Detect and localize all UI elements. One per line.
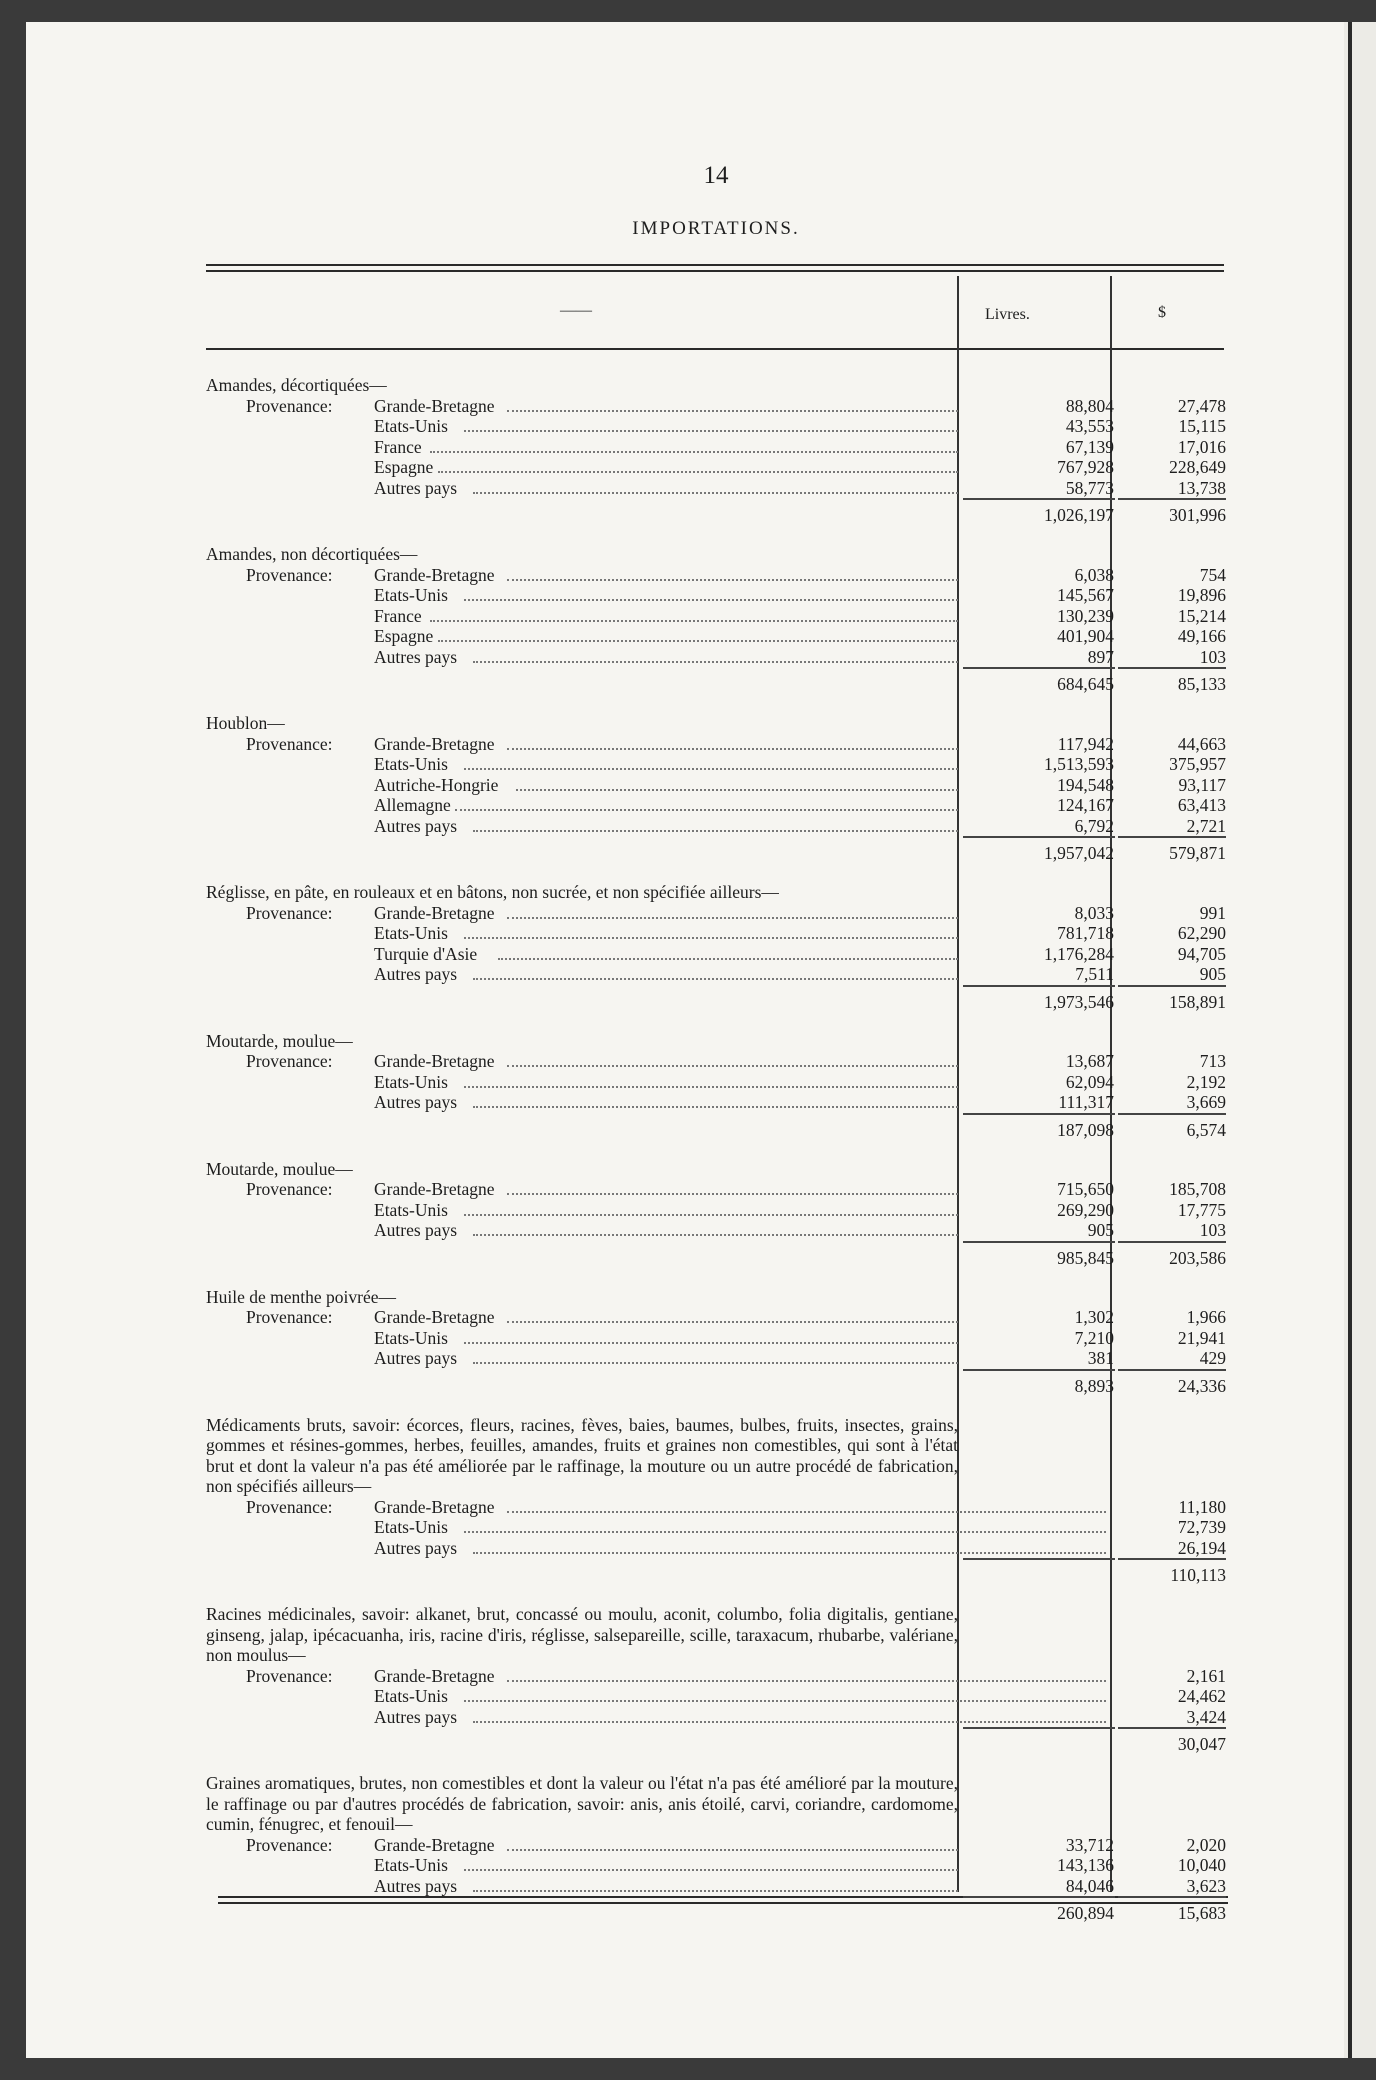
value-dollars: 1,966 — [1186, 1307, 1226, 1327]
total-livres: 8,893 — [1074, 1375, 1114, 1396]
country-name: Autriche-Hongrie — [374, 774, 499, 795]
value-dollars: 21,941 — [1177, 1327, 1226, 1348]
table-row — [206, 1538, 1226, 1559]
total-livres: 684,645 — [1057, 674, 1114, 694]
table-row — [206, 1200, 1226, 1221]
leader-dots — [430, 620, 958, 622]
table-row — [206, 1497, 1226, 1518]
table-row — [206, 478, 1226, 499]
total-dollars: 24,336 — [1177, 1375, 1226, 1396]
country-name: Allemagne — [374, 795, 451, 815]
value-dollars: 13,738 — [1177, 477, 1226, 498]
provenance-label: Provenance: — [246, 395, 333, 416]
section-title — [206, 713, 1226, 734]
value-livres: 1,513,593 — [1044, 754, 1114, 774]
table-row — [206, 964, 1226, 985]
value-dollars: 15,115 — [1178, 416, 1226, 436]
country-name: Autres pays — [374, 1220, 458, 1240]
value-dollars: 2,161 — [1186, 1665, 1226, 1686]
value-dollars: 10,040 — [1177, 1855, 1226, 1875]
value-livres: 88,804 — [1065, 395, 1114, 416]
leader-dots — [507, 917, 958, 919]
table-row — [206, 1092, 1226, 1113]
section-gap — [206, 1403, 1226, 1415]
country-name: France — [374, 605, 422, 626]
section-total — [206, 1558, 1226, 1592]
value-livres: 381 — [1087, 1348, 1114, 1368]
country-name: Grande-Bretagne — [374, 1665, 495, 1686]
table-row — [206, 775, 1226, 796]
value-livres: 1,302 — [1074, 1307, 1114, 1327]
provenance-label: Provenance: — [246, 564, 333, 585]
leader-dots — [464, 1869, 958, 1871]
section-description: Graines aromatiques, brutes, non comestibles et dont la valeur ou l'état n'a pas été amélioré par la mouture, le raffinage ou par d'autres procédés de fabrication, savoir: anis, anis étoilé, carvi, coriandre, cardomome, cumin, fénugrec, et fenouil— — [206, 1773, 958, 1834]
value-dollars: 185,708 — [1169, 1179, 1226, 1199]
value-dollars: 228,649 — [1169, 457, 1226, 477]
value-livres: 269,290 — [1057, 1199, 1114, 1220]
value-livres: 897 — [1087, 646, 1114, 667]
total-dollars: 30,047 — [1177, 1734, 1226, 1754]
page-number: 14 — [703, 162, 729, 189]
total-dollars: 110,113 — [1170, 1565, 1226, 1585]
provenance-label: Provenance: — [246, 1496, 333, 1517]
section-title-text: Amandes, décortiquées— — [206, 375, 387, 395]
value-dollars: 103 — [1199, 646, 1226, 667]
section-title — [206, 544, 1226, 565]
value-livres: 7,210 — [1074, 1327, 1114, 1348]
section-total — [206, 985, 1226, 1019]
leader-dots — [516, 789, 958, 791]
total-dollars: 85,133 — [1177, 674, 1226, 694]
country-name: Autres pays — [374, 1348, 458, 1368]
leader-dots — [473, 1362, 958, 1364]
table-row — [206, 816, 1226, 837]
section-title — [206, 375, 1226, 396]
table-row — [206, 1220, 1226, 1241]
country-name: Autres pays — [374, 477, 458, 498]
value-dollars: 713 — [1199, 1051, 1226, 1071]
country-name: Etats-Unis — [374, 1071, 448, 1092]
total-dollars: 158,891 — [1169, 991, 1226, 1012]
table-row — [206, 1328, 1226, 1349]
country-name: Etats-Unis — [374, 1199, 448, 1220]
total-livres: 187,098 — [1057, 1119, 1114, 1140]
country-name: Etats-Unis — [374, 416, 448, 436]
value-dollars: 27,478 — [1177, 395, 1226, 416]
provenance-label: Provenance: — [246, 1834, 333, 1855]
leader-dots — [473, 1890, 958, 1892]
section-gap — [206, 870, 1226, 882]
section-title-text: Huile de menthe poivrée— — [206, 1286, 397, 1307]
provenance-label: Provenance: — [246, 733, 333, 754]
leader-dots — [473, 1234, 958, 1236]
leader-dots — [464, 1342, 958, 1344]
table-row — [206, 734, 1226, 755]
value-dollars: 72,739 — [1177, 1517, 1226, 1537]
total-dollars: 15,683 — [1177, 1903, 1226, 1923]
value-dollars: 905 — [1199, 964, 1226, 984]
value-livres: 715,650 — [1057, 1179, 1114, 1199]
value-dollars: 991 — [1199, 902, 1226, 923]
section-total — [206, 836, 1226, 870]
table-row — [206, 585, 1226, 606]
country-name: Etats-Unis — [374, 923, 448, 943]
section-gap — [206, 1592, 1226, 1604]
section-title-text: Houblon— — [206, 713, 285, 733]
leader-dots — [464, 937, 958, 939]
leader-dots — [507, 410, 958, 412]
table-row — [206, 1686, 1226, 1707]
total-livres: 1,973,546 — [1044, 991, 1114, 1012]
table-row — [206, 606, 1226, 627]
country-name: Autres pays — [374, 964, 458, 984]
leader-dots — [464, 768, 958, 770]
section-title — [206, 1287, 1226, 1308]
section-gap — [206, 532, 1226, 544]
value-livres: 767,928 — [1057, 457, 1114, 477]
total-dollars: 203,586 — [1169, 1247, 1226, 1268]
leader-dots — [507, 1849, 958, 1851]
value-livres: 33,712 — [1065, 1834, 1114, 1855]
country-name: Autres pays — [374, 1706, 458, 1727]
leader-dots — [438, 640, 958, 642]
table-row — [206, 795, 1226, 816]
table-row — [206, 944, 1226, 965]
leader-dots — [464, 599, 958, 601]
country-name: France — [374, 436, 422, 457]
value-dollars: 429 — [1199, 1348, 1226, 1368]
page-heading: IMPORTATIONS. — [632, 218, 800, 239]
country-name: Autres pays — [374, 1875, 458, 1896]
value-dollars: 375,957 — [1169, 754, 1226, 774]
section-description: Racines médicinales, savoir: alkanet, brut, concassé ou moulu, aconit, columbo, folia digitalis, gentiane, ginseng, jalap, ipécacuanha, iris, racine d'iris, réglisse, salsepareille, scille, taraxacum, rhubarbe, valériane, non moulus— — [206, 1604, 958, 1665]
section-total — [206, 1369, 1226, 1403]
header-livres: Livres. — [985, 306, 1030, 323]
leader-dots — [473, 830, 958, 832]
provenance-label: Provenance: — [246, 1307, 333, 1327]
table-row — [206, 626, 1226, 647]
value-livres: 13,687 — [1065, 1051, 1114, 1071]
import-table — [206, 375, 1226, 1930]
table-row — [206, 1707, 1226, 1728]
provenance-label: Provenance: — [246, 1179, 333, 1199]
total-livres: 1,026,197 — [1044, 505, 1114, 525]
country-name: Etats-Unis — [374, 1686, 448, 1706]
table-row — [206, 1876, 1226, 1897]
table-row — [206, 1051, 1226, 1072]
value-livres: 401,904 — [1057, 626, 1114, 646]
table-top-rule-2 — [206, 270, 1224, 272]
country-name: Turquie d'Asie — [374, 943, 478, 964]
table-row — [206, 754, 1226, 775]
country-name: Grande-Bretagne — [374, 733, 495, 754]
country-name: Espagne — [374, 626, 434, 646]
value-dollars: 94,705 — [1177, 943, 1226, 964]
country-name: Grande-Bretagne — [374, 1179, 495, 1199]
country-name: Etats-Unis — [374, 1327, 448, 1348]
value-livres: 43,553 — [1065, 416, 1114, 436]
header-stub: —— — [560, 302, 592, 319]
section-title — [206, 1031, 1226, 1052]
country-name: Etats-Unis — [374, 754, 448, 774]
value-dollars: 3,424 — [1186, 1706, 1226, 1727]
leader-dots — [507, 1065, 958, 1067]
value-livres: 58,773 — [1065, 477, 1114, 498]
leader-dots — [438, 471, 958, 473]
total-livres: 985,845 — [1057, 1247, 1114, 1268]
leader-dots — [473, 1106, 958, 1108]
value-livres: 143,136 — [1057, 1855, 1114, 1875]
provenance-label: Provenance: — [246, 1665, 333, 1686]
country-name: Grande-Bretagne — [374, 395, 495, 416]
country-name: Grande-Bretagne — [374, 1496, 495, 1517]
value-livres: 130,239 — [1057, 605, 1114, 626]
section-title — [206, 1159, 1226, 1180]
section-gap — [206, 1147, 1226, 1159]
country-name: Grande-Bretagne — [374, 1834, 495, 1855]
total-dollars: 301,996 — [1169, 505, 1226, 525]
table-row — [206, 416, 1226, 437]
value-livres: 7,511 — [1075, 964, 1114, 984]
value-livres: 8,033 — [1074, 902, 1114, 923]
value-dollars: 26,194 — [1177, 1537, 1226, 1558]
leader-dots — [473, 978, 958, 980]
country-name: Autres pays — [374, 815, 458, 836]
leader-dots — [473, 492, 958, 494]
table-row — [206, 1348, 1226, 1369]
section-total — [206, 1896, 1226, 1930]
country-name: Etats-Unis — [374, 1517, 448, 1537]
value-livres: 117,942 — [1057, 733, 1114, 754]
header-dollars: $ — [1158, 304, 1166, 321]
table-row — [206, 565, 1226, 586]
value-livres: 84,046 — [1065, 1875, 1114, 1896]
country-name: Espagne — [374, 457, 434, 477]
section-total — [206, 498, 1226, 532]
value-dollars: 93,117 — [1178, 774, 1226, 795]
leader-dots — [464, 1214, 958, 1216]
section-title-text: Réglisse, en pâte, en rouleaux et en bâtons, non sucrée, et non spécifiée ailleurs— — [206, 882, 779, 902]
section-description: Médicaments bruts, savoir: écorces, fleurs, racines, fèves, baies, baumes, bulbes, fruits, insectes, grains, gommes et résines-gommes, herbes, feuilles, amandes, fruits et graines non comestibles, qui sont à l'état brut et dont la valeur n'a pas été améliorée par le raffinage, la mouture ou un autre procédé de fabrication, non spécifiés ailleurs— — [206, 1414, 958, 1496]
leader-dots — [507, 1193, 958, 1195]
leader-dots — [430, 451, 958, 453]
section-title-text: Moutarde, moulue— — [206, 1158, 353, 1179]
table-row — [206, 1307, 1226, 1328]
country-name: Etats-Unis — [374, 1855, 448, 1875]
total-livres: 1,957,042 — [1044, 843, 1114, 863]
page-gutter — [1348, 22, 1352, 2058]
leader-dots — [473, 661, 958, 663]
country-name: Autres pays — [374, 1537, 458, 1558]
value-dollars: 17,016 — [1177, 436, 1226, 457]
table-row — [206, 1666, 1226, 1687]
leader-dots — [464, 1531, 1106, 1533]
country-name: Grande-Bretagne — [374, 1051, 495, 1071]
provenance-label: Provenance: — [246, 902, 333, 923]
value-livres: 194,548 — [1057, 774, 1114, 795]
section-gap — [206, 701, 1226, 713]
value-dollars: 2,192 — [1186, 1071, 1226, 1092]
country-name: Autres pays — [374, 646, 458, 667]
section-gap — [206, 1761, 1226, 1773]
country-name: Grande-Bretagne — [374, 564, 495, 585]
section-title-text: Amandes, non décortiquées— — [206, 544, 418, 564]
table-row — [206, 923, 1226, 944]
section-gap — [206, 1019, 1226, 1031]
leader-dots — [507, 579, 958, 581]
table-row — [206, 396, 1226, 417]
leader-dots — [464, 1700, 1106, 1702]
value-livres: 62,094 — [1065, 1071, 1114, 1092]
leader-dots — [507, 1321, 958, 1323]
section-total — [206, 1727, 1226, 1761]
leader-dots — [507, 1511, 1106, 1513]
total-dollars: 6,574 — [1186, 1119, 1226, 1140]
value-livres: 1,176,284 — [1044, 943, 1114, 964]
total-livres: 260,894 — [1057, 1903, 1114, 1923]
value-livres: 67,139 — [1065, 436, 1114, 457]
table-row — [206, 903, 1226, 924]
value-livres: 6,038 — [1074, 564, 1114, 585]
table-row — [206, 437, 1226, 458]
leader-dots — [473, 1721, 1106, 1723]
provenance-label: Provenance: — [246, 1051, 333, 1071]
leader-dots — [507, 748, 958, 750]
header-bottom-rule — [206, 348, 1224, 350]
value-dollars: 11,180 — [1178, 1496, 1226, 1517]
value-dollars: 3,623 — [1186, 1875, 1226, 1896]
section-total — [206, 1113, 1226, 1147]
leader-dots — [473, 1552, 1106, 1554]
value-dollars: 62,290 — [1177, 923, 1226, 943]
leader-dots — [464, 1086, 958, 1088]
value-livres: 124,167 — [1057, 795, 1114, 815]
table-row — [206, 1072, 1226, 1093]
value-livres: 145,567 — [1057, 585, 1114, 605]
value-dollars: 24,462 — [1177, 1686, 1226, 1706]
table-row — [206, 457, 1226, 478]
value-dollars: 3,669 — [1186, 1092, 1226, 1112]
section-title — [206, 882, 1226, 903]
section-title-text: Moutarde, moulue— — [206, 1030, 353, 1051]
country-name: Etats-Unis — [374, 585, 448, 605]
table-row — [206, 1179, 1226, 1200]
value-dollars: 2,020 — [1186, 1834, 1226, 1855]
section-total — [206, 667, 1226, 701]
section-gap — [206, 1275, 1226, 1287]
country-name: Grande-Bretagne — [374, 902, 495, 923]
total-dollars: 579,871 — [1169, 843, 1226, 863]
value-dollars: 15,214 — [1177, 605, 1226, 626]
country-name: Grande-Bretagne — [374, 1307, 495, 1327]
leader-dots — [507, 1680, 1106, 1682]
value-dollars: 2,721 — [1186, 815, 1226, 836]
value-dollars: 44,663 — [1177, 733, 1226, 754]
leader-dots — [455, 809, 958, 811]
value-dollars: 17,775 — [1177, 1199, 1226, 1220]
value-dollars: 49,166 — [1177, 626, 1226, 646]
country-name: Autres pays — [374, 1092, 458, 1112]
table-row — [206, 647, 1226, 668]
value-livres: 905 — [1087, 1220, 1114, 1240]
table-row — [206, 1517, 1226, 1538]
table-row — [206, 1855, 1226, 1876]
leader-dots — [498, 958, 958, 960]
table-top-rule-1 — [206, 264, 1224, 266]
value-livres: 6,792 — [1074, 815, 1114, 836]
section-total — [206, 1241, 1226, 1275]
value-dollars: 103 — [1199, 1220, 1226, 1240]
value-livres: 111,317 — [1058, 1092, 1114, 1112]
value-dollars: 63,413 — [1177, 795, 1226, 815]
value-livres: 781,718 — [1057, 923, 1114, 943]
value-dollars: 19,896 — [1177, 585, 1226, 605]
value-dollars: 754 — [1199, 564, 1226, 585]
leader-dots — [464, 430, 958, 432]
table-row — [206, 1835, 1226, 1856]
